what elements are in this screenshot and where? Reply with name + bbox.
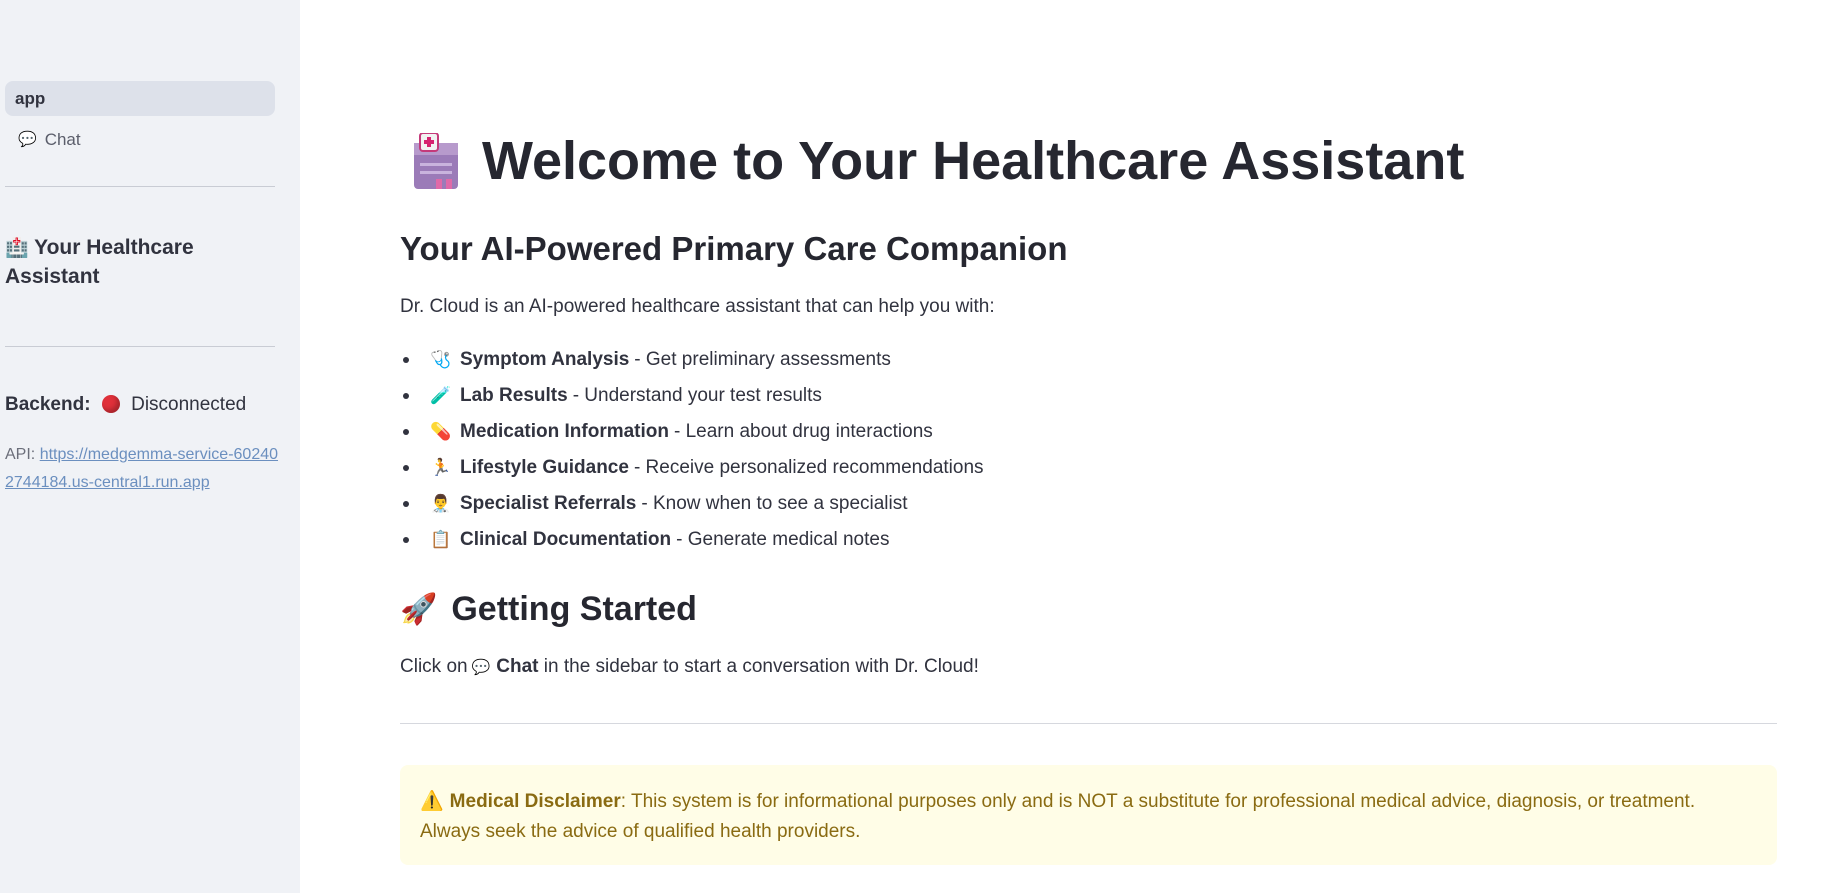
divider: [400, 723, 1777, 724]
feature-desc: - Receive personalized recommendations: [633, 457, 984, 478]
nav-item-label: Chat: [44, 130, 81, 149]
nav-item-label: app: [15, 89, 46, 108]
feature-desc: - Learn about drug interactions: [674, 421, 933, 442]
bullet: [403, 501, 409, 507]
stethoscope-icon: 🩺: [430, 350, 452, 369]
bullet: [403, 465, 409, 471]
bullet: [403, 429, 409, 435]
backend-label: Backend:: [5, 394, 91, 415]
backend-status: [5, 391, 246, 419]
rocket-icon: 🚀: [400, 593, 438, 626]
feature-desc: - Know when to see a specialist: [641, 493, 908, 514]
doctor-icon: 👨‍⚕️: [430, 494, 452, 513]
getting-started-heading: 🚀 Getting Started: [400, 590, 697, 628]
feature-desc: - Get preliminary assessments: [634, 349, 891, 370]
test-tube-icon: 🧪: [430, 386, 452, 405]
api-label: API:: [5, 446, 36, 463]
chat-label: Chat: [496, 656, 539, 677]
api-info: [5, 441, 285, 497]
main-content: [300, 0, 1821, 893]
list-item: [400, 486, 984, 522]
feature-title: Medication Information: [460, 421, 669, 442]
disclaimer-box: [400, 765, 1777, 865]
bullet: [403, 537, 409, 543]
warning-icon: ⚠️: [420, 791, 444, 812]
backend-status-text: Disconnected: [131, 394, 247, 415]
bullet: [403, 393, 409, 399]
status-dot-icon: [102, 395, 120, 413]
intro-text: Dr. Cloud is an AI-powered healthcare assistant that can help you with:: [400, 296, 995, 317]
feature-title: Specialist Referrals: [460, 493, 637, 514]
hospital-icon: 🏥: [5, 238, 29, 259]
feature-list: [400, 342, 984, 558]
feature-title: Symptom Analysis: [460, 349, 630, 370]
bullet: [403, 357, 409, 363]
api-link[interactable]: https://medgemma-service-602402744184.us-central1.run.app: [5, 446, 279, 491]
feature-title: Lab Results: [460, 385, 568, 406]
page-subtitle: Your AI-Powered Primary Care Companion: [400, 230, 1068, 267]
list-item: [400, 342, 984, 378]
sidebar-divider: [5, 186, 275, 187]
nav-item-chat[interactable]: [18, 126, 81, 154]
sidebar-divider: [5, 346, 275, 347]
list-item: [400, 522, 984, 558]
speech-bubble-icon: 💬: [471, 659, 491, 676]
page-title: Welcome to Your Healthcare Assistant: [412, 127, 1464, 195]
list-item: [400, 378, 984, 414]
disclaimer-title: Medical Disclaimer: [449, 791, 621, 812]
list-item: [400, 414, 984, 450]
speech-bubble-icon: 💬: [18, 131, 37, 148]
hospital-icon: [412, 133, 460, 189]
sidebar: [0, 0, 300, 893]
feature-desc: - Generate medical notes: [676, 529, 890, 550]
feature-desc: - Understand your test results: [572, 385, 822, 406]
pill-icon: 💊: [430, 422, 452, 441]
list-item: [400, 450, 984, 486]
running-icon: 🏃: [430, 458, 452, 477]
clipboard-icon: 📋: [430, 530, 452, 549]
getting-started-text: Click on 💬 Chat in the sidebar to start a conversation with Dr. Cloud!: [400, 656, 979, 677]
feature-title: Lifestyle Guidance: [460, 457, 629, 478]
feature-title: Clinical Documentation: [460, 529, 672, 550]
sidebar-title: 🏥 Your Healthcare Assistant: [5, 236, 194, 288]
disclaimer-text: : This system is for informational purposes only and is NOT a substitute for professional medical advice, diagnosis, or treatment. Always seek the advice of qualified health providers.: [420, 791, 1696, 842]
nav-item-app[interactable]: [5, 81, 275, 116]
